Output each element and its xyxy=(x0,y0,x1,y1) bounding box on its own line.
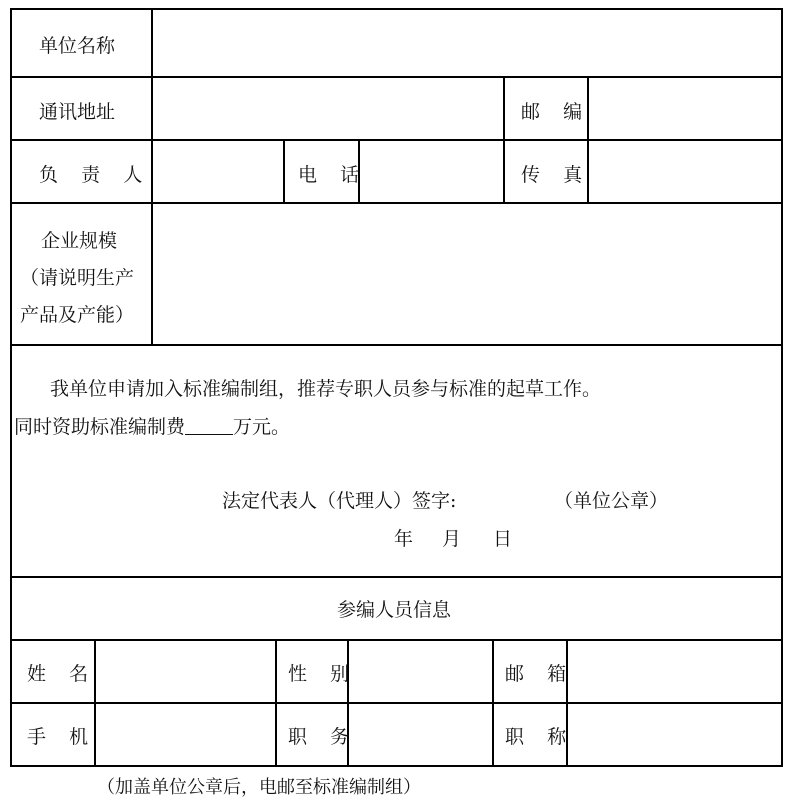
enterprise-scale-label-line2: （请说明生产 xyxy=(20,267,135,289)
table-border-right xyxy=(781,8,783,767)
enterprise-scale-field[interactable] xyxy=(154,204,780,344)
label-column-divider xyxy=(151,8,153,346)
unit-name-label: 单位名称 xyxy=(39,35,116,57)
fax-field[interactable] xyxy=(590,141,780,202)
sponsorship-amount-blank[interactable] xyxy=(185,416,233,435)
contact-person-label: 负 责 人 xyxy=(39,164,151,186)
mobile-field[interactable] xyxy=(97,704,274,765)
row-divider xyxy=(10,344,783,346)
fax-label: 传 真 xyxy=(521,164,591,186)
phone-label-left-divider xyxy=(283,139,285,204)
date-month-label: 月 xyxy=(442,528,462,550)
participant-divider xyxy=(492,639,494,767)
table-border-left xyxy=(10,8,12,767)
email-label: 邮 箱 xyxy=(505,663,575,685)
footer-note: （加盖单位公章后，电邮至标准编制组） xyxy=(97,777,421,798)
postcode-field[interactable] xyxy=(590,78,780,139)
enterprise-scale-label-line3: 产品及产能） xyxy=(20,304,135,326)
participants-header: 参编人员信息 xyxy=(337,599,452,621)
position-label: 职 务 xyxy=(288,726,358,748)
signature-area[interactable] xyxy=(470,484,550,518)
name-label: 姓 名 xyxy=(27,663,97,685)
unit-name-field[interactable] xyxy=(154,10,780,76)
address-label: 通讯地址 xyxy=(39,101,116,123)
phone-label: 电 话 xyxy=(298,164,368,186)
postcode-label: 邮 编 xyxy=(521,101,591,123)
application-statement: 我单位申请加入标准编制组，推荐专职人员参与标准的起草工作。 xyxy=(50,378,602,400)
address-field[interactable] xyxy=(154,78,502,139)
enterprise-scale-label: 企业规模 xyxy=(41,230,118,252)
date-day-label: 日 xyxy=(493,528,513,550)
email-field[interactable] xyxy=(569,641,780,702)
date-year-label: 年 xyxy=(394,528,414,550)
professional-title-field[interactable] xyxy=(569,704,780,765)
professional-title-label: 职 称 xyxy=(505,726,575,748)
position-field[interactable] xyxy=(350,704,491,765)
postcode-label-left-divider xyxy=(503,76,505,204)
unit-seal-label: （单位公章） xyxy=(554,490,669,512)
gender-field[interactable] xyxy=(350,641,491,702)
signature-label: 法定代表人（代理人）签字: xyxy=(222,490,457,512)
mobile-label: 手 机 xyxy=(27,726,97,748)
gender-label: 性 别 xyxy=(288,663,358,685)
participant-divider xyxy=(275,639,277,767)
row-divider xyxy=(10,576,783,578)
sponsorship-statement xyxy=(14,416,290,438)
contact-person-field[interactable] xyxy=(154,141,282,202)
sponsorship-suffix: 万元。 xyxy=(233,416,291,438)
name-field[interactable] xyxy=(97,641,274,702)
sponsorship-prefix: 同时资助标准编制费 xyxy=(14,416,186,438)
phone-field[interactable] xyxy=(361,141,502,202)
table-border-bottom xyxy=(10,765,783,767)
